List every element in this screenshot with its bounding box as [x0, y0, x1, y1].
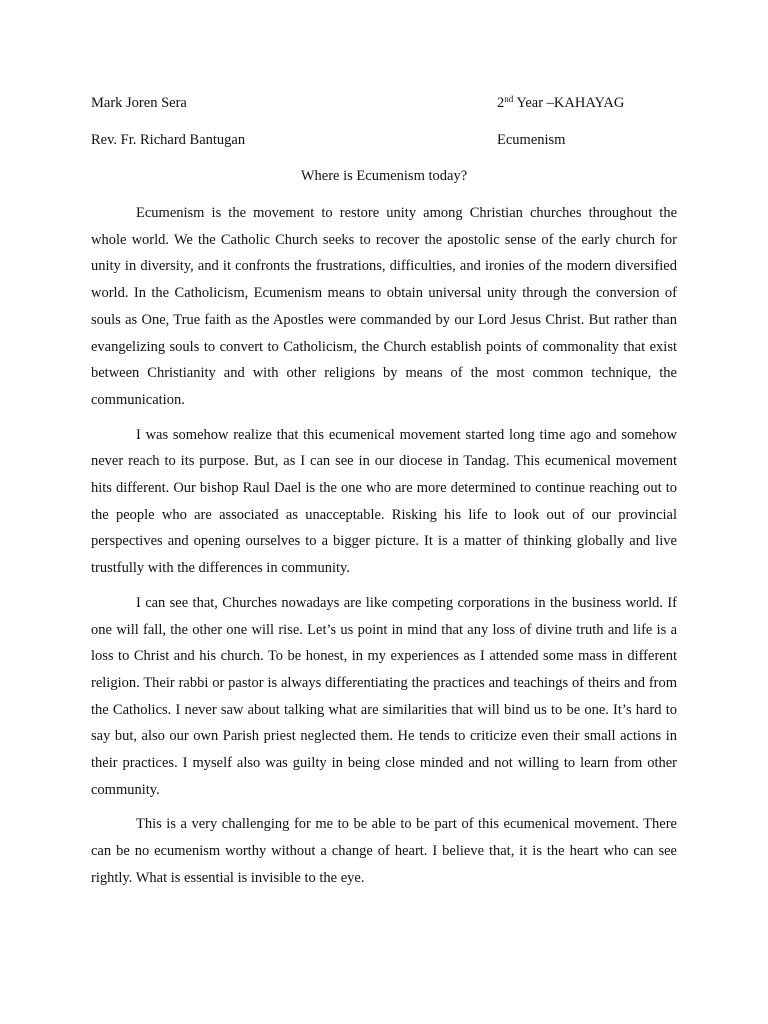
paragraph: This is a very challenging for me to be able to be part of this ecumenical movement. There can be no ecumenism worthy without a change of heart. I believe that, it is the heart who can see rightly. What is essential is invisible to the eye. [91, 816, 677, 886]
year-ordinal-suffix: nd [504, 94, 514, 105]
paragraph: I can see that, Churches nowadays are like competing corporations in the business world. If one will fall, the other one will rise. Let’s us point in mind that any loss of divine truth and life is a loss to Christ and his church. To be honest, in my experiences as I attended some mass in different religion. Their rabbi or pastor is always differentiating the practices and teachings of theirs and from the Catholics. I never saw about talking what are similarities that will bind us to be one. It’s hard to say but, also our own Parish priest neglected them. He tends to criticize even their small actions in their practices. I myself also was guilty in being close minded and not willing to learn from other community. [91, 594, 677, 798]
document-body [91, 200, 677, 900]
year-section-text: Year –KAHAYAG [513, 95, 625, 111]
subject-name: Ecumenism [497, 132, 566, 148]
student-name: Mark Joren Sera [91, 95, 187, 111]
year-number: 2 [497, 95, 505, 111]
year-section [497, 94, 624, 112]
paragraph: Ecumenism is the movement to restore unity among Christian churches throughout the whole world. We the Catholic Church seeks to recover the apostolic sense of the early church for unity in diversity, and it confronts the frustrations, difficulties, and ironies of the modern diversified world. In the Catholicism, Ecumenism means to obtain universal unity through the conversion of souls as One, True faith as the Apostles were commanded by our Lord Jesus Christ. But rather than evangelizing souls to convert to Catholicism, the Church establish points of commonality that exist between Christianity and with other religions by means of the most common technique, the communication. [91, 205, 677, 408]
document-title: Where is Ecumenism today? [300, 168, 468, 184]
instructor-name: Rev. Fr. Richard Bantugan [91, 132, 246, 148]
paragraph: I was somehow realize that this ecumenical movement started long time ago and somehow never reach to its purpose. But, as I can see in our diocese in Tandag. This ecumenical movement hits different. Our bishop Raul Dael is the one who are more determined to continue reaching out to the people who are associated as unacceptable. Risking his life to look out of our provincial perspectives and opening ourselves to a bigger picture. It is a matter of thinking globally and live trustfully with the differences in community. [91, 426, 677, 577]
